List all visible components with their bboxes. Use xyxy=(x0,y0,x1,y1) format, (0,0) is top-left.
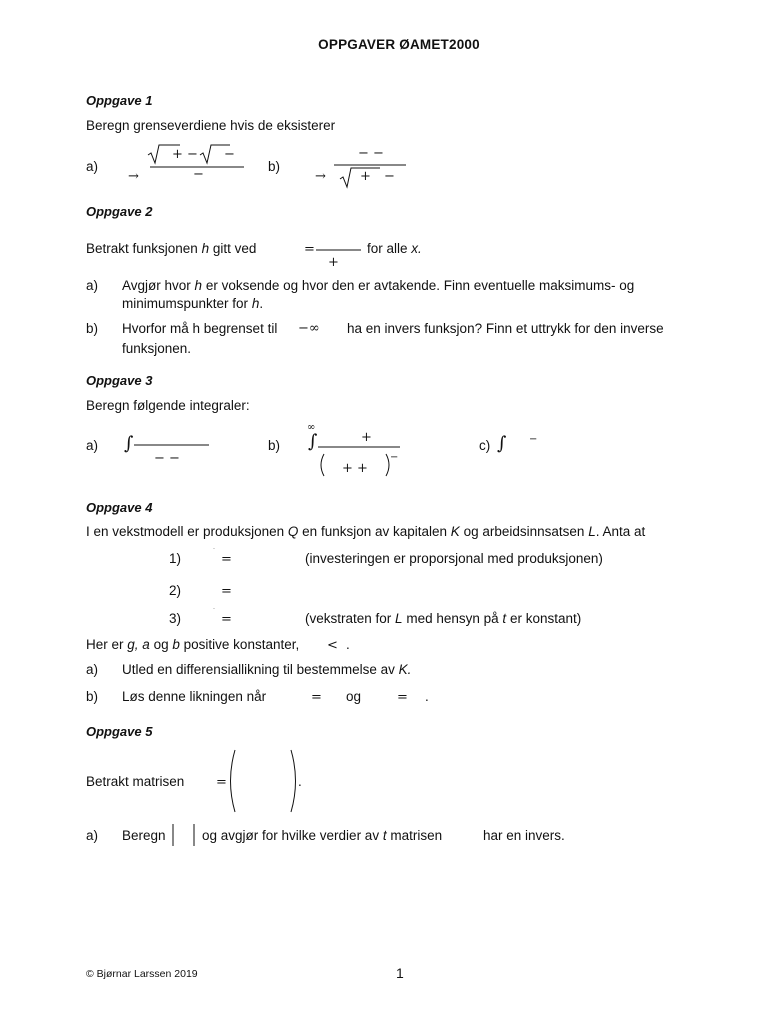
task-2b-text-1: Hvorfor må h begrenset til xyxy=(122,321,278,336)
task-1a-num: + − xyxy=(172,147,198,162)
task-3b-exp: − xyxy=(390,452,399,463)
task-1b-den-inner: + xyxy=(360,169,371,184)
task-4-heading: Oppgave 4 xyxy=(86,500,153,515)
paren-right xyxy=(386,454,389,476)
task-3b-den: + + xyxy=(342,461,368,476)
task-5a-text-1: Beregn xyxy=(122,828,166,843)
task-3c-exp: − xyxy=(529,434,538,445)
task-5a-text-4: har en invers. xyxy=(483,828,565,843)
task-5-heading: Oppgave 5 xyxy=(86,724,153,739)
task-2-fraction xyxy=(316,249,366,253)
task-5a-label: a) xyxy=(86,828,99,843)
task-3-intro: Beregn følgende integraler: xyxy=(86,398,250,413)
task-5-end: . xyxy=(298,774,302,789)
task-2-for-all: for alle x. xyxy=(367,241,422,256)
task-2b-text-3: funksjonen. xyxy=(122,341,192,356)
task-2-den: + xyxy=(328,255,339,270)
task-2b-infinity: −∞ xyxy=(298,321,320,336)
task-4-lt: < xyxy=(327,638,338,653)
matrix-brackets xyxy=(226,748,306,814)
page-title: OPPGAVER ØAMET2000 xyxy=(318,37,480,52)
task-4b-end: . xyxy=(425,689,429,704)
task-4-const-end: . xyxy=(346,637,350,652)
paren-left xyxy=(321,454,324,476)
task-1a-arrow: → xyxy=(128,169,139,184)
task-2-heading: Oppgave 2 xyxy=(86,204,153,219)
task-1-heading: Oppgave 1 xyxy=(86,93,153,108)
task-4-constants: Her er g, a og b positive konstanter, xyxy=(86,637,300,652)
task-3-heading: Oppgave 3 xyxy=(86,373,153,388)
task-2a-text: Avgjør hvor h er voksende og hvor den er avtakende. Finn eventuelle maksimums- og xyxy=(122,278,635,293)
dot-marker: · xyxy=(213,546,215,552)
task-2a-label: a) xyxy=(86,278,99,293)
task-1a-label: a) xyxy=(86,159,99,174)
task-4-item-1-eq: = xyxy=(221,552,232,567)
task-4b-label: b) xyxy=(86,689,99,704)
task-3a-label: a) xyxy=(86,438,99,453)
task-1a-den: − xyxy=(193,167,204,182)
task-4-item-3-note: (vekstraten for L med hensyn på t er konstant) xyxy=(305,611,582,626)
task-2-intro: Betrakt funksjonen h gitt ved xyxy=(86,241,257,256)
task-4b-eq-1: = xyxy=(311,690,322,705)
task-4-intro: I en vekstmodell er produksjonen Q en funksjon av kapitalen K og arbeidsinnsatsen L. Anta at xyxy=(86,524,646,539)
task-5-intro: Betrakt matrisen xyxy=(86,774,185,789)
task-4-item-1-label: 1) xyxy=(169,551,182,566)
matrix-paren-left xyxy=(231,750,236,812)
task-1b-num: − − xyxy=(358,146,384,161)
task-3c-label: c) xyxy=(479,438,491,453)
task-4a-text: Utled en differensiallikning til bestemmelse av K. xyxy=(122,662,412,677)
task-4-item-3-label: 3) xyxy=(169,611,182,626)
task-3b-num: + xyxy=(361,430,372,445)
footer-copyright: © Bjørnar Larssen 2019 xyxy=(86,968,198,980)
task-4-item-2-eq: = xyxy=(221,584,232,599)
task-4a-label: a) xyxy=(86,662,99,677)
task-2a-text-line2: minimumspunkter for h. xyxy=(122,296,264,311)
task-4b-eq-2: = xyxy=(397,690,408,705)
task-3a-fraction xyxy=(134,444,214,448)
task-5-eq: = xyxy=(216,775,227,790)
task-4-item-1-note: (investeringen er proporsjonal med produksjonen) xyxy=(305,551,603,566)
matrix-paren-right xyxy=(291,750,296,812)
task-2b-text-2: ha en invers funksjon? Finn et uttrykk for den inverse xyxy=(347,321,664,336)
integral-sign: ∫ xyxy=(497,433,507,454)
task-1b-den-minus: − xyxy=(384,169,395,184)
task-4-item-3-eq: = xyxy=(221,612,232,627)
task-1-intro: Beregn grenseverdiene hvis de eksisterer xyxy=(86,118,336,133)
integral-sign: ∫ xyxy=(124,433,134,454)
determinant-bars xyxy=(172,824,202,848)
integral-sign: ∫ xyxy=(308,431,318,452)
task-4b-text: Løs denne likningen når xyxy=(122,689,267,704)
task-1b-arrow: → xyxy=(315,169,326,184)
task-3b-upper-limit: ∞ xyxy=(307,422,316,433)
task-3a-den: − − xyxy=(154,451,180,466)
task-5a-text-2: og avgjør for hvilke verdier av t matrisen xyxy=(202,828,443,843)
page-number: 1 xyxy=(396,965,404,981)
task-2b-label: b) xyxy=(86,321,99,336)
task-4b-og: og xyxy=(346,689,362,704)
task-3b-label: b) xyxy=(268,438,281,453)
task-1a-num-second: − xyxy=(224,147,235,162)
task-1b-label: b) xyxy=(268,159,281,174)
dot-marker: · xyxy=(213,606,215,612)
task-4-item-2-label: 2) xyxy=(169,583,182,598)
task-2-eq: = xyxy=(304,242,315,257)
